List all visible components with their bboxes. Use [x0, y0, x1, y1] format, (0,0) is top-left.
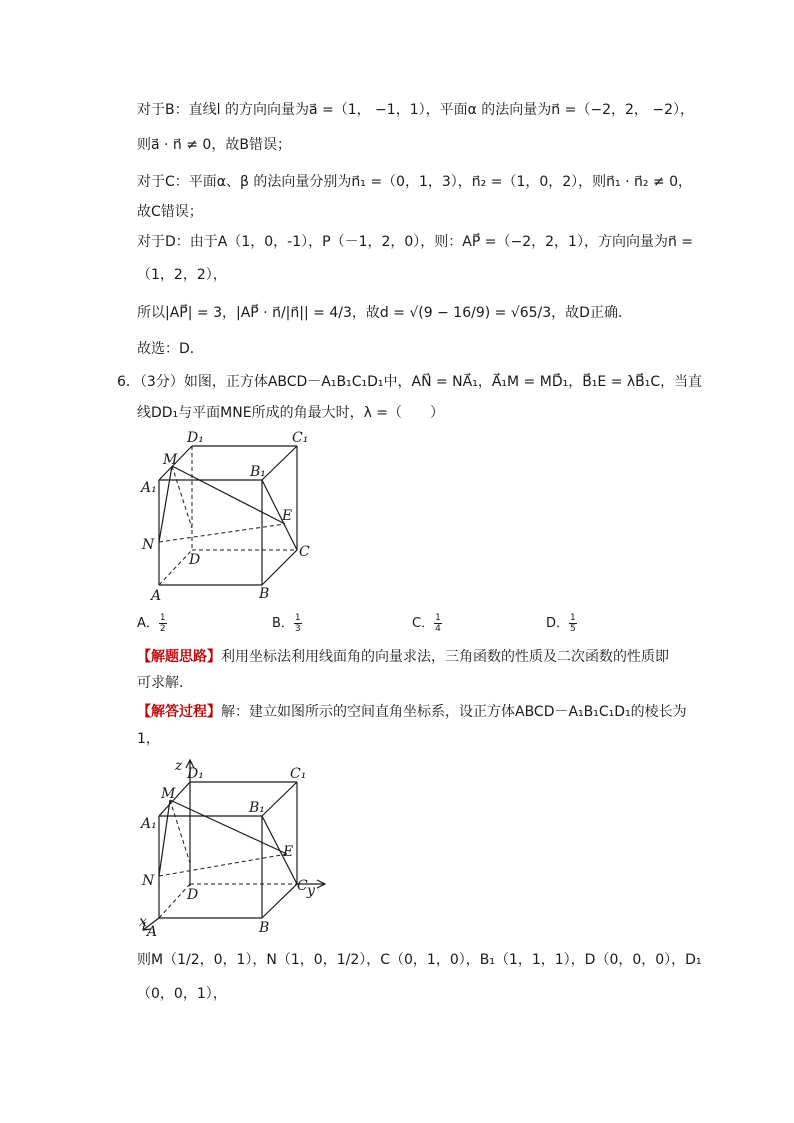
label-c1: C₁: [290, 766, 307, 782]
question-6-line2: 线DD₁与平面MNE所成的角最大时，λ =（ ）: [137, 405, 445, 421]
process-line2: 1，: [137, 731, 160, 747]
label-z: z: [175, 758, 183, 774]
hint-line1: 【解题思路】利用坐标法利用线面角的向量求法，三角函数的性质及二次函数的性质即: [137, 649, 669, 665]
label-x: x: [139, 914, 147, 930]
label-e: E: [282, 508, 293, 524]
label-b1: B₁: [250, 464, 266, 480]
cube-figure-2: [137, 758, 337, 938]
process-tag: 【解答过程】: [137, 704, 221, 720]
label-a: A: [151, 588, 162, 603]
label-a1: A₁: [141, 816, 157, 832]
label-a: A: [147, 924, 158, 938]
hint-line2: 可求解．: [137, 675, 193, 691]
coords-line2: （0，0，1），: [137, 986, 227, 1002]
label-n: N: [142, 537, 155, 553]
line-b2: 则a⃗ · n⃗ ≠ 0，故B错误；: [137, 137, 291, 153]
option-b[interactable]: B． $\frac{1}{3}$: [272, 613, 301, 634]
label-n: N: [142, 873, 155, 889]
label-b: B: [259, 920, 270, 936]
label-e: E: [283, 844, 294, 860]
line-b1: 对于B：直线l 的方向向量为a⃗ =（1，﻿﻿ −1，1），平面α 的法向量为n⃗ =（−2，2，﻿﻿ −2），: [137, 102, 694, 118]
label-m: M: [161, 786, 176, 802]
label-c: C: [299, 544, 310, 560]
label-m: M: [163, 452, 178, 468]
line-c1: 对于C：平面α、β 的法向量分别为n⃗₁ =（0，1，3），n⃗₂ =（1，0，2），则n⃗₁ · n⃗₂ ≠ 0，: [137, 174, 693, 190]
label-d: D: [189, 552, 201, 568]
process-line1: 【解答过程】解：建立如图所示的空间直角坐标系，设正方体ABCD－A₁B₁C₁D₁的棱长为: [137, 704, 687, 720]
line-d2: （1，2，2），: [137, 267, 227, 283]
label-d1: D₁: [187, 766, 204, 782]
coords-line1: 则M（1/2，0，1），N（1，0，1/2），C（0，1，0），B₁（1，1，1），D（0，0，0），D₁: [137, 952, 702, 968]
label-b1: B₁: [249, 800, 265, 816]
label-b: B: [259, 586, 270, 602]
label-c: C: [297, 878, 308, 894]
label-a1: A₁: [141, 480, 157, 496]
line-c2: 故C错误；: [137, 204, 203, 220]
label-y: y: [307, 883, 315, 899]
hint-tag: 【解题思路】: [137, 649, 221, 665]
question-6-line1: 6．（3分）如图，正方体ABCD－A₁B₁C₁D₁中，AN⃗ = NA⃗₁，A⃗₁M = MD⃗₁，B⃗₁E = λB⃗₁C，当直: [117, 374, 703, 390]
option-a[interactable]: A． $\frac{1}{2}$: [137, 613, 166, 634]
label-d1: D₁: [187, 430, 204, 446]
cube-figure-1: [137, 428, 337, 603]
line-d3: 所以|AP⃗| = 3，|AP⃗ · n⃗/|n⃗|| = 4/3，故d = √(9 − 16/9) = √65/3，故D正确．: [137, 305, 632, 321]
option-c[interactable]: C． $\frac{1}{4}$: [412, 613, 441, 634]
answer-line: 故选：D．: [137, 341, 204, 357]
line-d1: 对于D：由于A（1，0，-1），P（－1，2，0），则：AP⃗ =（−2，2，1），方向向量为n⃗ =: [137, 234, 693, 250]
label-d: D: [187, 887, 199, 903]
label-c1: C₁: [292, 430, 309, 446]
option-d[interactable]: D． $\frac{1}{5}$: [546, 613, 576, 634]
